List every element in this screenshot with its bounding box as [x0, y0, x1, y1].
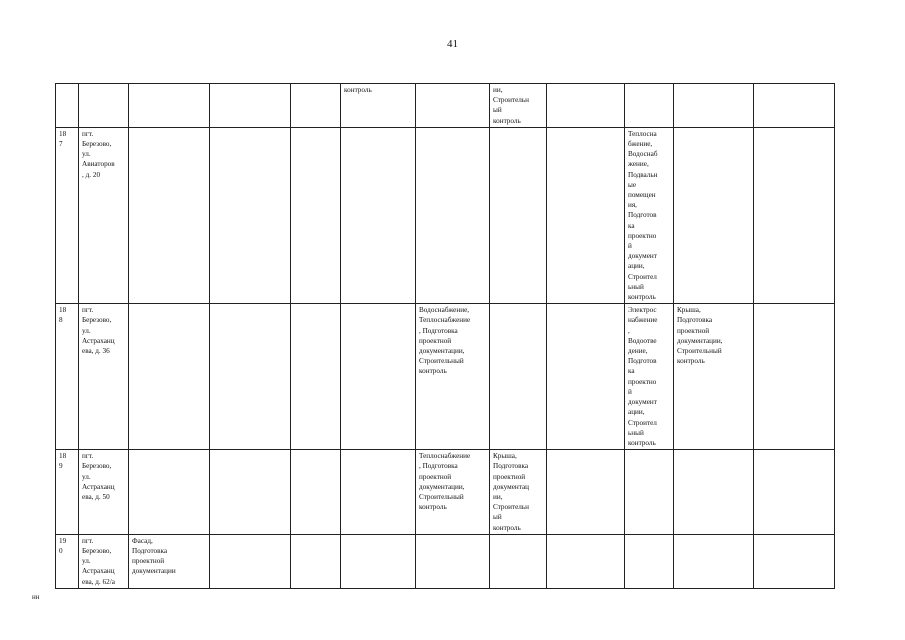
work-cell: [341, 450, 416, 535]
repair-schedule-table: [55, 83, 835, 589]
work-cell: [674, 84, 754, 128]
work-cell: [129, 304, 210, 450]
work-cell: [291, 304, 341, 450]
work-cell: ии, Строительн ый контроль: [490, 84, 547, 128]
address-cell: пгт. Березово, ул. Астраханц ева, д. 36: [79, 304, 129, 450]
table-row: [56, 304, 835, 450]
address-cell: [79, 84, 129, 128]
work-cell: [210, 534, 291, 588]
work-cell: [210, 127, 291, 303]
work-cell: [416, 127, 490, 303]
work-cell: [754, 127, 835, 303]
row-number-cell: 18 7: [56, 127, 79, 303]
work-cell: [341, 304, 416, 450]
work-cell: Теплосна бжение, Водоснаб жение, Подвальн ые помещен ия, Подготов ка проектно й документ ации, Строител ьный контроль: [625, 127, 674, 303]
work-cell: [416, 534, 490, 588]
work-cell: [129, 450, 210, 535]
row-number-cell: 19 0: [56, 534, 79, 588]
work-cell: [129, 127, 210, 303]
footer-note: нн: [32, 593, 40, 601]
table-row: [56, 450, 835, 535]
work-cell: [547, 304, 625, 450]
row-number-cell: 18 9: [56, 450, 79, 535]
work-cell: [625, 84, 674, 128]
work-cell: [674, 127, 754, 303]
work-cell: [291, 127, 341, 303]
row-number-cell: [56, 84, 79, 128]
work-cell: контроль: [341, 84, 416, 128]
work-cell: [754, 534, 835, 588]
work-cell: [674, 450, 754, 535]
work-cell: [547, 534, 625, 588]
work-cell: Крыша, Подготовка проектной документац ии, Строительн ый контроль: [490, 450, 547, 535]
work-cell: [547, 84, 625, 128]
work-cell: [291, 450, 341, 535]
table-row: [56, 127, 835, 303]
work-cell: [754, 304, 835, 450]
row-number-cell: 18 8: [56, 304, 79, 450]
work-cell: [210, 304, 291, 450]
page-number: 41: [447, 38, 458, 50]
work-cell: [210, 84, 291, 128]
work-cell: [210, 450, 291, 535]
work-cell: [490, 127, 547, 303]
work-cell: [490, 304, 547, 450]
work-cell: [754, 84, 835, 128]
work-cell: [674, 534, 754, 588]
work-cell: Электрос набжение , Водоотве дение, Подготов ка проектно й документ ации, Строител ьный контроль: [625, 304, 674, 450]
work-cell: [625, 450, 674, 535]
work-cell: [291, 84, 341, 128]
work-cell: [416, 84, 490, 128]
address-cell: пгт. Березово, ул. Астраханц ева, д. 50: [79, 450, 129, 535]
work-cell: [547, 127, 625, 303]
table-row: [56, 534, 835, 588]
work-cell: [291, 534, 341, 588]
work-cell: [129, 84, 210, 128]
work-cell: [490, 534, 547, 588]
work-cell: Крыша, Подготовка проектной документации, Строительный контроль: [674, 304, 754, 450]
work-cell: [341, 534, 416, 588]
table-row: [56, 84, 835, 128]
work-cell: [754, 450, 835, 535]
work-cell: Водоснабжение, Теплоснабжение , Подготовка проектной документации, Строительный контроль: [416, 304, 490, 450]
work-cell: [625, 534, 674, 588]
address-cell: пгт. Березово, ул. Авиаторов , д. 20: [79, 127, 129, 303]
work-cell: [341, 127, 416, 303]
work-cell: [547, 450, 625, 535]
work-cell: Фасад, Подготовка проектной документации: [129, 534, 210, 588]
address-cell: пгт. Березово, ул. Астраханц ева, д. 62/а: [79, 534, 129, 588]
work-cell: Теплоснабжение , Подготовка проектной документации, Строительный контроль: [416, 450, 490, 535]
